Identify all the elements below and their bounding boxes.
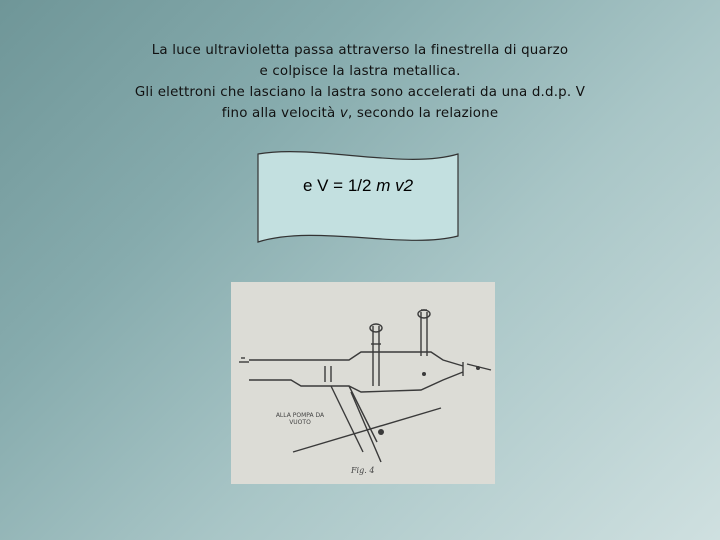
formula-text bbox=[255, 176, 461, 196]
intro-line-1: La luce ultravioletta passa attraverso la finestrella di quarzo bbox=[151, 43, 569, 58]
intro-line-3: Gli elettroni che lasciano la lastra sono accelerati da una d.d.p. V bbox=[134, 85, 586, 100]
intro-line-4-start: fino alla velocità bbox=[221, 106, 340, 121]
formula-mass: m bbox=[376, 176, 391, 195]
pump-label: ALLA POMPA DA VUOTO bbox=[275, 412, 325, 426]
velocity-variable: v bbox=[339, 106, 348, 121]
figure-caption: Fig. 4 bbox=[351, 466, 375, 475]
intro-line-4-end: , secondo la relazione bbox=[347, 106, 499, 121]
formula-left: e V = 1/2 bbox=[302, 176, 377, 195]
formula-velocity-squared: v2 bbox=[395, 176, 414, 195]
intro-text bbox=[60, 40, 660, 124]
apparatus-drawing bbox=[231, 282, 495, 484]
formula-scroll-shape bbox=[255, 150, 461, 260]
apparatus-figure bbox=[231, 282, 495, 484]
intro-line-2: e colpisce la lastra metallica. bbox=[259, 64, 461, 79]
scroll-shape-outline bbox=[255, 150, 461, 260]
intro-line-4 bbox=[60, 103, 660, 124]
